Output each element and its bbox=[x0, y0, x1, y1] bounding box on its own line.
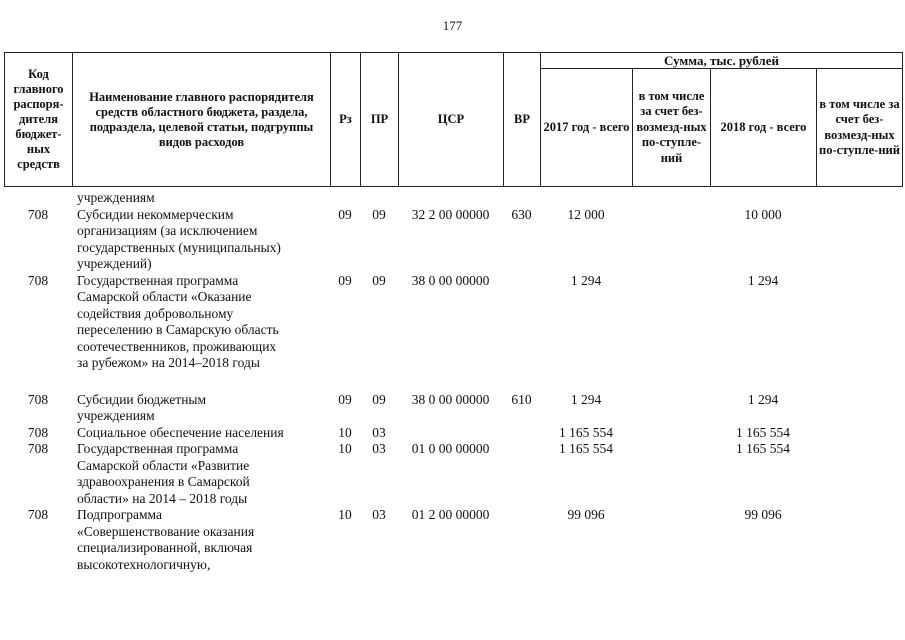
table-row bbox=[4, 425, 902, 442]
row-name-line: Социальное обеспечение населения bbox=[77, 424, 284, 440]
row-vr bbox=[503, 190, 540, 207]
row-amount-2017: 1 294 bbox=[570, 391, 602, 407]
row-name bbox=[72, 425, 330, 442]
row-csr: 01 0 00 00000 bbox=[411, 441, 490, 456]
row-pr bbox=[360, 190, 398, 207]
row-pr: 03 bbox=[372, 424, 386, 440]
row-name-line: учреждениям bbox=[77, 408, 155, 423]
table-row bbox=[4, 441, 902, 507]
row-code: 708 bbox=[27, 424, 49, 440]
row-amount-2017: 12 000 bbox=[567, 206, 605, 222]
row-name-line: Субсидии некоммерческим bbox=[77, 206, 234, 222]
table-row bbox=[4, 273, 902, 372]
row-gratuitous-2018 bbox=[816, 441, 902, 507]
row-csr: 38 0 00 00000 bbox=[411, 272, 490, 288]
row-amount-2017 bbox=[540, 190, 632, 207]
row-gratuitous-2018 bbox=[816, 507, 902, 573]
table-body bbox=[4, 190, 902, 573]
row-code: 708 bbox=[27, 391, 49, 407]
row-name-line: Субсидии бюджетным bbox=[77, 391, 207, 407]
row-name bbox=[72, 207, 330, 273]
row-gratuitous-2017 bbox=[632, 425, 710, 442]
row-rz: 10 bbox=[338, 507, 352, 522]
header-csr: ЦСР bbox=[399, 53, 504, 187]
row-name-line: учреждений) bbox=[77, 256, 152, 271]
header-pr: ПР bbox=[361, 53, 399, 187]
row-vr: 610 bbox=[511, 391, 532, 407]
row-name-line: государственных (муниципальных) bbox=[77, 239, 281, 255]
header-2018-total: 2018 год - всего bbox=[711, 69, 817, 187]
header-2018-gratuitous: в том числе за счет без-возмезд-ных по-ступле-ний bbox=[817, 69, 903, 187]
row-vr bbox=[503, 273, 540, 372]
table-row bbox=[4, 190, 902, 207]
row-gratuitous-2017 bbox=[632, 190, 710, 207]
row-rz: 09 bbox=[338, 391, 352, 407]
row-rz: 10 bbox=[338, 424, 352, 440]
table-row bbox=[4, 207, 902, 273]
row-amount-2017: 1 165 554 bbox=[559, 424, 613, 440]
row-csr bbox=[398, 190, 503, 207]
row-spacer bbox=[4, 372, 902, 392]
row-name bbox=[72, 441, 330, 507]
row-name-line: организациям (за исключением bbox=[77, 223, 258, 238]
row-pr: 03 bbox=[372, 441, 386, 456]
row-csr: 32 2 00 00000 bbox=[411, 206, 490, 222]
row-gratuitous-2017 bbox=[632, 273, 710, 372]
row-code bbox=[4, 190, 72, 207]
row-spacer-cell bbox=[4, 372, 902, 392]
row-vr bbox=[503, 425, 540, 442]
row-pr: 09 bbox=[372, 206, 386, 222]
header-sum: Сумма, тыс. рублей bbox=[541, 53, 903, 69]
row-name-line: специализированной, включая bbox=[77, 540, 253, 555]
row-name-line: Самарской области «Развитие bbox=[77, 457, 250, 473]
row-vr bbox=[503, 507, 540, 573]
row-name-line: за рубежом» на 2014–2018 годы bbox=[77, 355, 260, 370]
row-amount-2018: 1 294 bbox=[747, 272, 779, 288]
header-2017-gratuitous: в том числе за счет без-возмезд-ных по-ступле-ний bbox=[633, 69, 711, 187]
row-name-line: Подпрограмма bbox=[77, 507, 162, 522]
row-amount-2018: 1 165 554 bbox=[736, 424, 790, 440]
header-name: Наименование главного распорядителя средств областного бюджета, раздела, подраздела, целевой статьи, подгруппы видов расходов bbox=[73, 53, 331, 187]
row-rz: 09 bbox=[338, 206, 352, 222]
row-rz bbox=[330, 190, 360, 207]
row-code: 708 bbox=[27, 272, 49, 288]
row-name-line: Государственная программа bbox=[77, 441, 239, 456]
row-vr bbox=[503, 441, 540, 507]
row-gratuitous-2018 bbox=[816, 392, 902, 425]
row-amount-2018: 1 165 554 bbox=[736, 441, 790, 456]
row-pr: 03 bbox=[372, 507, 386, 522]
table-row bbox=[4, 392, 902, 425]
row-name-line: переселению в Самарскую область bbox=[77, 322, 279, 337]
row-pr: 09 bbox=[372, 272, 386, 288]
row-name-line: высокотехнологичную, bbox=[77, 556, 211, 572]
row-amount-2017: 1 294 bbox=[570, 272, 602, 288]
row-name-line: соотечественников, проживающих bbox=[77, 338, 277, 354]
row-amount-2018 bbox=[710, 190, 816, 207]
row-code: 708 bbox=[27, 441, 49, 456]
row-name-line: Государственная программа bbox=[77, 272, 239, 288]
row-name-line: здравоохранения в Самарской bbox=[77, 474, 250, 489]
row-gratuitous-2018 bbox=[816, 273, 902, 372]
row-gratuitous-2017 bbox=[632, 507, 710, 573]
row-code: 708 bbox=[27, 507, 49, 522]
row-vr: 630 bbox=[511, 206, 532, 222]
table-row bbox=[4, 507, 902, 573]
row-amount-2017: 1 165 554 bbox=[559, 441, 613, 456]
row-gratuitous-2018 bbox=[816, 425, 902, 442]
row-name-line: «Совершенствование оказания bbox=[77, 523, 255, 539]
row-gratuitous-2018 bbox=[816, 190, 902, 207]
header-2017-total: 2017 год - всего bbox=[541, 69, 633, 187]
row-name bbox=[72, 190, 330, 207]
row-name-line: содействия добровольному bbox=[77, 305, 234, 321]
row-rz: 09 bbox=[338, 272, 352, 288]
row-csr bbox=[398, 425, 503, 442]
header-vr: ВР bbox=[504, 53, 541, 187]
row-gratuitous-2017 bbox=[632, 441, 710, 507]
row-gratuitous-2017 bbox=[632, 207, 710, 273]
row-csr: 38 0 00 00000 bbox=[411, 391, 490, 407]
row-amount-2018: 99 096 bbox=[744, 507, 782, 522]
table-header bbox=[4, 52, 903, 187]
row-pr: 09 bbox=[372, 391, 386, 407]
row-name-line: Самарской области «Оказание bbox=[77, 289, 252, 304]
row-gratuitous-2017 bbox=[632, 392, 710, 425]
page-number: 177 bbox=[442, 18, 463, 33]
row-code: 708 bbox=[27, 206, 49, 222]
row-gratuitous-2018 bbox=[816, 207, 902, 273]
row-rz: 10 bbox=[338, 441, 352, 456]
row-name-line: учреждениям bbox=[77, 190, 155, 205]
row-amount-2018: 1 294 bbox=[747, 391, 779, 407]
row-name bbox=[72, 507, 330, 573]
header-rz: Рз bbox=[331, 53, 361, 187]
row-amount-2018: 10 000 bbox=[744, 206, 782, 222]
row-amount-2017: 99 096 bbox=[567, 507, 605, 522]
row-name-line: области» на 2014 – 2018 годы bbox=[77, 490, 248, 506]
row-name bbox=[72, 392, 330, 425]
row-name bbox=[72, 273, 330, 372]
header-code: Код главного распоря-дителя бюджет-ных средств bbox=[5, 53, 73, 187]
row-csr: 01 2 00 00000 bbox=[411, 507, 490, 522]
